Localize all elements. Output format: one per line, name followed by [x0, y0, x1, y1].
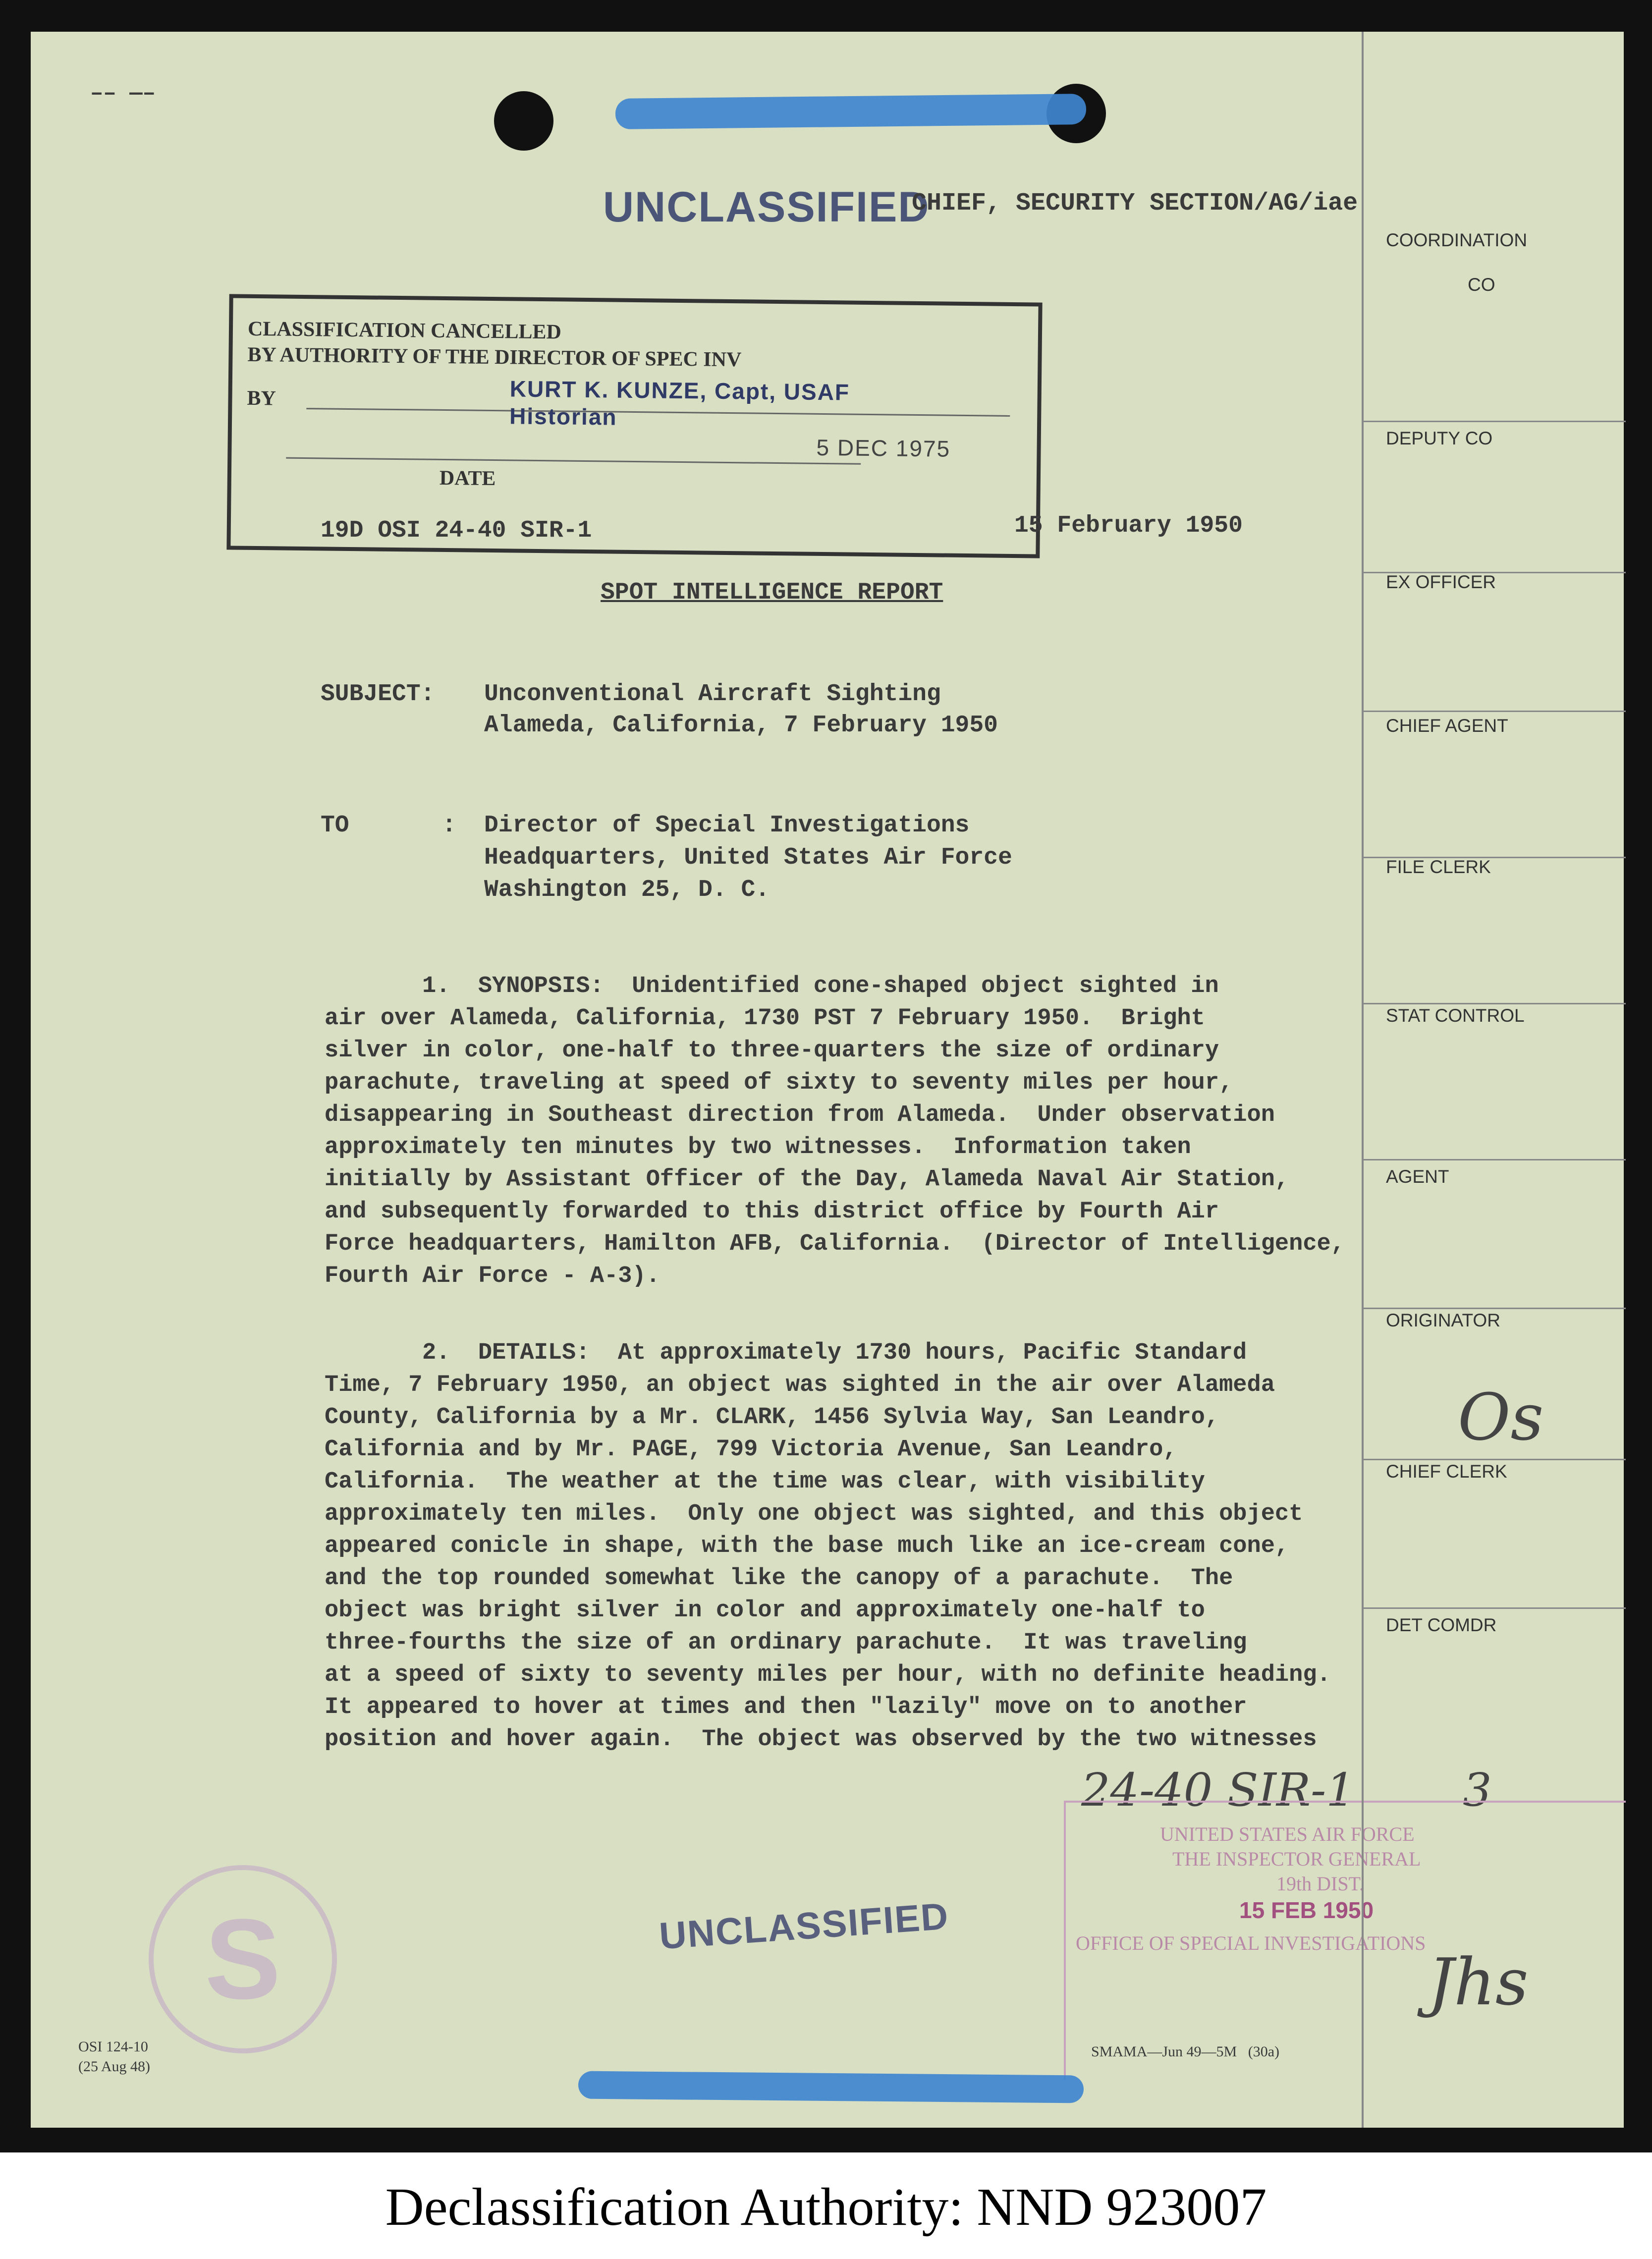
cancel-stamp-date-label: DATE — [439, 466, 496, 491]
signer-title: Historian — [509, 403, 617, 430]
details-line: approximately ten miles. Only one object was sighted, and this object — [325, 1501, 1303, 1527]
seal-stamp — [149, 1865, 337, 2053]
synopsis-line: 1. SYNOPSIS: Unidentified cone-shaped object sighted in — [422, 973, 1219, 999]
details-line: and the top rounded somewhat like the canopy of a parachute. The — [325, 1565, 1233, 1592]
routing-item-agent: AGENT — [1386, 1166, 1449, 1187]
synopsis-line: Force headquarters, Hamilton AFB, California. (Director of Intelligence, — [325, 1231, 1345, 1257]
classification-stamp-top: UNCLASSIFIED — [603, 183, 930, 231]
to-line1: Director of Special Investigations — [484, 812, 970, 839]
signer-name: KURT K. KUNZE, Capt, USAF — [509, 376, 850, 405]
to-line2: Headquarters, United States Air Force — [484, 844, 1012, 871]
details-line: California and by Mr. PAGE, 799 Victoria Avenue, San Leandro, — [325, 1436, 1177, 1463]
cancel-stamp-by-label: BY — [247, 386, 276, 410]
synopsis-line: disappearing in Southeast direction from Alameda. Under observation — [325, 1102, 1275, 1128]
cancel-stamp-date-rule — [286, 457, 861, 465]
routing-item-stat-control: STAT CONTROL — [1386, 1005, 1525, 1026]
subject-line1: Unconventional Aircraft Sighting — [484, 681, 941, 708]
declassification-footer: Declassification Authority: NND 923007 — [385, 2178, 1267, 2237]
handwritten-page-number: 3 — [1463, 1763, 1492, 1817]
routing-item-chief-agent: CHIEF AGENT — [1386, 716, 1508, 736]
details-line: appeared conicle in shape, with the base much like an ice-cream cone, — [325, 1533, 1289, 1559]
to-line3: Washington 25, D. C. — [484, 877, 770, 903]
file-number: 19D OSI 24-40 SIR-1 — [321, 517, 592, 544]
blue-marker-top — [615, 94, 1087, 129]
details-line: County, California by a Mr. CLARK, 1456 Sylvia Way, San Leandro, — [325, 1404, 1219, 1431]
to-colon: : — [442, 812, 456, 839]
handwritten-file-ref: 24-40 SIR-1 — [1081, 1763, 1355, 1817]
classification-stamp-bottom: UNCLASSIFIED — [658, 1895, 950, 1958]
synopsis-line: silver in color, one-half to three-quarters the size of ordinary — [325, 1038, 1219, 1064]
form-id-left-1: OSI 124-10 — [78, 2039, 148, 2055]
routing-item-co: CO — [1468, 275, 1495, 295]
routing-line: CHIEF, SECURITY SECTION/AG/iae — [912, 189, 1358, 218]
form-id-left-2: (25 Aug 48) — [78, 2058, 150, 2075]
synopsis-line: air over Alameda, California, 1730 PST 7 February 1950. Bright — [325, 1005, 1205, 1032]
receipt-stamp-line4: OFFICE OF SPECIAL INVESTIGATIONS — [1076, 1932, 1426, 1954]
details-line: position and hover again. The object was observed by the two witnesses — [325, 1726, 1317, 1753]
cancel-stamp-line2: BY AUTHORITY OF THE DIRECTOR OF SPEC INV — [247, 343, 742, 372]
synopsis-line: initially by Assistant Officer of the Day, Alameda Naval Air Station, — [325, 1166, 1289, 1193]
report-heading: SPOT INTELLIGENCE REPORT — [601, 579, 943, 606]
subject-line2: Alameda, California, 7 February 1950 — [484, 712, 998, 739]
handwritten-det-initials: Jhs — [1428, 1944, 1529, 2020]
synopsis-line: Fourth Air Force - A-3). — [325, 1263, 660, 1289]
to-label: TO — [321, 812, 349, 839]
details-line: California. The weather at the time was clear, with visibility — [325, 1469, 1205, 1495]
punch-hole-left — [494, 91, 553, 151]
routing-rule — [1364, 1003, 1626, 1004]
subject-label: SUBJECT: — [321, 681, 435, 708]
routing-rule — [1364, 1159, 1626, 1160]
synopsis-line: and subsequently forwarded to this district office by Fourth Air — [325, 1199, 1219, 1225]
receipt-stamp-line2: THE INSPECTOR GENERAL — [1172, 1848, 1421, 1870]
synopsis-line: approximately ten minutes by two witnesses. Information taken — [325, 1134, 1191, 1160]
routing-item-file-clerk: FILE CLERK — [1386, 857, 1491, 877]
cancel-stamp-line1: CLASSIFICATION CANCELLED — [247, 317, 562, 344]
details-line: It appeared to hover at times and then "lazily" move on to another — [325, 1694, 1247, 1720]
routing-item-ex-officer: EX OFFICER — [1386, 572, 1496, 592]
routing-column — [1362, 32, 1626, 2128]
seal-letter: S — [205, 1895, 281, 2023]
report-date: 15 February 1950 — [1014, 512, 1243, 539]
details-line: Time, 7 February 1950, an object was sighted in the air over Alameda — [325, 1372, 1275, 1398]
routing-rule — [1364, 1308, 1626, 1309]
details-line: object was bright silver in color and approximately one-half to — [325, 1598, 1205, 1624]
routing-item-deputy-co: DEPUTY CO — [1386, 428, 1493, 448]
corner-mark: –– —– — [90, 81, 156, 106]
routing-rule — [1364, 1459, 1626, 1460]
cancel-date-value: 5 DEC 1975 — [816, 434, 951, 462]
details-line: 2. DETAILS: At approximately 1730 hours, Pacific Standard — [422, 1340, 1247, 1366]
details-line: at a speed of sixty to seventy miles per hour, with no definite heading. — [325, 1662, 1331, 1688]
form-id-right: SMAMA—Jun 49—5M (30a) — [1091, 2043, 1280, 2060]
routing-item-det-comdr: DET COMDR — [1386, 1615, 1497, 1635]
routing-rule — [1364, 421, 1626, 422]
synopsis-line: parachute, traveling at speed of sixty to seventy miles per hour, — [325, 1070, 1233, 1096]
routing-rule — [1364, 1607, 1626, 1609]
blue-marker-bottom — [578, 2071, 1084, 2103]
routing-rule — [1364, 711, 1626, 712]
routing-item-chief-clerk: CHIEF CLERK — [1386, 1461, 1507, 1482]
cancel-stamp-by-rule — [306, 408, 1010, 417]
routing-item-coordination: COORDINATION — [1386, 230, 1528, 250]
receipt-stamp-line3: 19th DIST. — [1276, 1873, 1365, 1895]
handwritten-originator-initials: Os — [1458, 1379, 1544, 1455]
details-line: three-fourths the size of an ordinary parachute. It was traveling — [325, 1630, 1247, 1656]
routing-item-originator: ORIGINATOR — [1386, 1310, 1500, 1330]
receipt-stamp-date: 15 FEB 1950 — [1239, 1897, 1374, 1923]
receipt-stamp-line1: UNITED STATES AIR FORCE — [1160, 1823, 1415, 1845]
